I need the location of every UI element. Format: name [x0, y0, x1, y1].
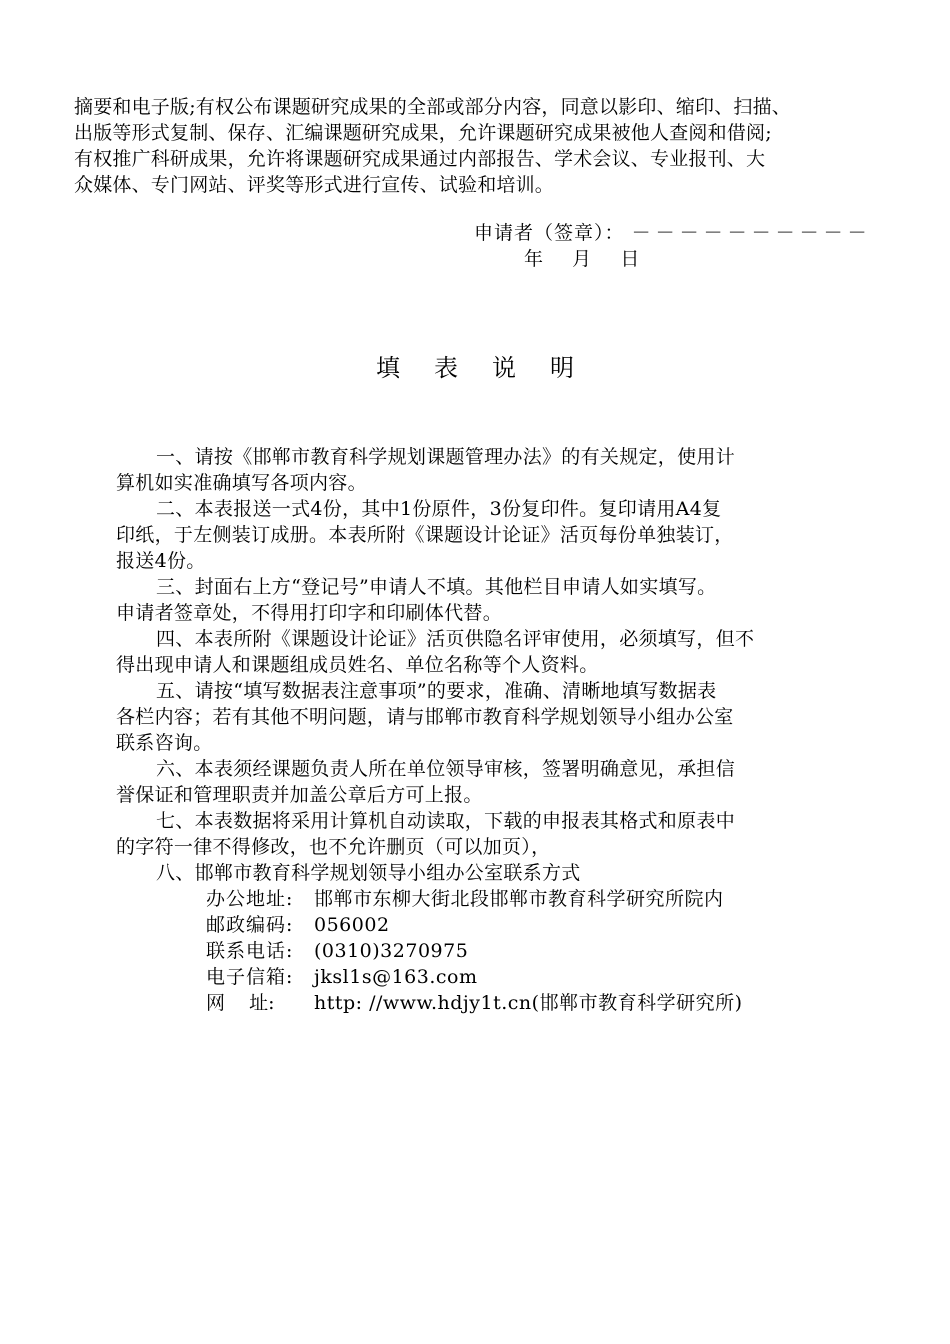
- instructions-list: [116, 444, 856, 1016]
- contact-address: [116, 886, 856, 912]
- signature-label: 申请者（签章）：: [474, 222, 625, 244]
- instruction-line: 六、本表须经课题负责人所在单位领导审核，签署明确意见，承担信: [156, 758, 736, 780]
- section-title: 填表说明: [376, 354, 608, 382]
- top-paragraph-line: 出版等形式复制、保存、汇编课题研究成果，允许课题研究成果被他人查阅和借阅;: [74, 122, 772, 144]
- contact-address-label: 办公地址:: [206, 888, 294, 910]
- top-paragraph: [74, 94, 894, 198]
- instruction-line: 誉保证和管理职责并加盖公章后方可上报。: [116, 784, 483, 806]
- instruction-line: 印纸，于左侧装订成册。本表所附《课题设计论证》活页每份单独装订，: [116, 524, 734, 546]
- instruction-line: 八、邯郸市教育科学规划领导小组办公室联系方式: [156, 862, 581, 884]
- contact-website-label: 网 址:: [206, 992, 275, 1014]
- instruction-line: 三、封面右上方“登记号”申请人不填。其他栏目申请人如实填写。: [156, 576, 717, 598]
- contact-website: [116, 990, 856, 1016]
- top-paragraph-line: 众媒体、专门网站、评奖等形式进行宣传、试验和培训。: [74, 174, 555, 196]
- signature-block: [474, 220, 894, 272]
- top-paragraph-line: 有权推广科研成果，允许将课题研究成果通过内部报告、学术会议、专业报刊、大: [74, 148, 766, 170]
- instruction-line: 各栏内容；若有其他不明问题，请与邯郸市教育科学规划领导小组办公室: [116, 706, 734, 728]
- contact-postcode: [116, 912, 856, 938]
- instruction-line: 得出现申请人和课题组成员姓名、单位名称等个人资料。: [116, 654, 599, 676]
- signature-line: [474, 220, 894, 246]
- instruction-line: 的字符一律不得修改，也不允许删页（可以加页），: [116, 836, 551, 858]
- contact-website-value: http: //www.hdjy1t.cn(邯郸市教育科学研究所): [314, 992, 743, 1014]
- contact-phone-value: (0310)3270975: [314, 940, 469, 962]
- instruction-line: 五、请按“填写数据表注意事项”的要求，准确、清晰地填写数据表: [156, 680, 717, 702]
- contact-postcode-label: 邮政编码:: [206, 914, 294, 936]
- instruction-line: 二、本表报送一式4份，其中1份原件，3份复印件。复印请用A4复: [156, 498, 722, 520]
- instruction-line: 报送4份。: [116, 550, 206, 572]
- instruction-line: 七、本表数据将采用计算机自动读取，下载的申报表其格式和原表中: [156, 810, 736, 832]
- signature-date: 年 月 日: [524, 248, 641, 270]
- contact-email-value: jksl1s@163.com: [314, 966, 478, 988]
- contact-email: [116, 964, 856, 990]
- top-paragraph-line: 摘要和电子版;有权公布课题研究成果的全部或部分内容，同意以影印、缩印、扫描、: [74, 96, 792, 118]
- instruction-line: 申请者签章处，不得用打印字和印刷体代替。: [116, 602, 503, 624]
- instruction-line: 四、本表所附《课题设计论证》活页供隐名评审使用，必须填写，但不: [156, 628, 755, 650]
- signature-blank: －－－－－－－－－－: [631, 222, 872, 244]
- instruction-line: 联系咨询。: [116, 732, 213, 754]
- contact-phone: [116, 938, 856, 964]
- contact-postcode-value: 056002: [314, 914, 390, 936]
- contact-email-label: 电子信箱:: [206, 966, 294, 988]
- contact-address-value: 邯郸市东柳大街北段邯郸市教育科学研究所院内: [314, 888, 724, 910]
- contact-phone-label: 联系电话:: [206, 940, 294, 962]
- instruction-line: 一、请按《邯郸市教育科学规划课题管理办法》的有关规定，使用计: [156, 446, 736, 468]
- instruction-line: 算机如实准确填写各项内容。: [116, 472, 367, 494]
